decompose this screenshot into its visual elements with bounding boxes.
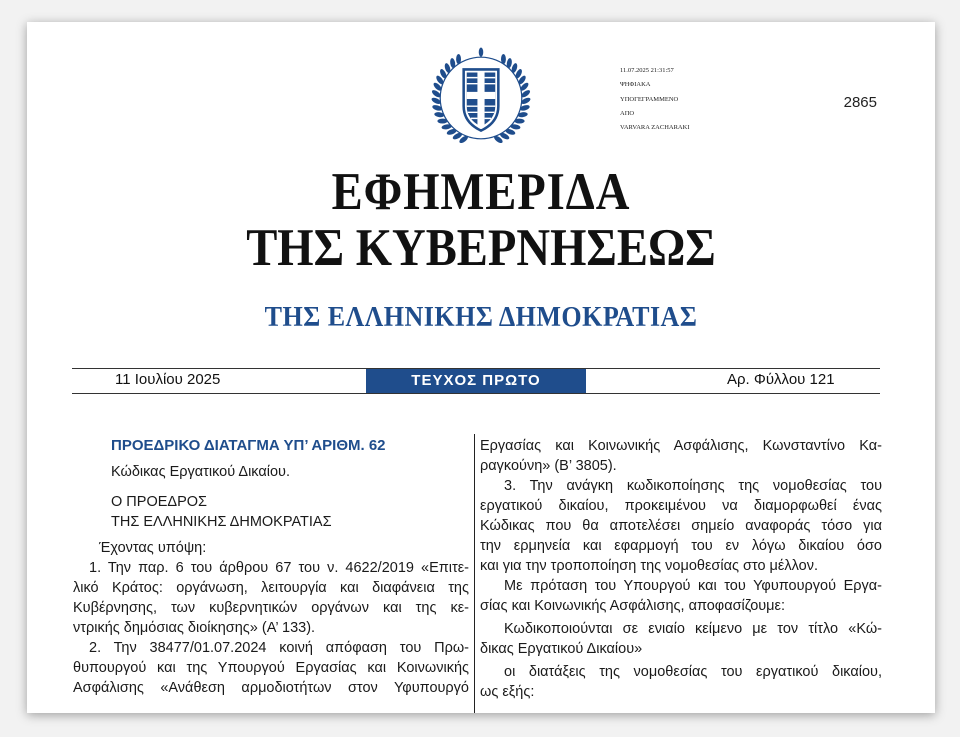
- text-line: Κώδικας που θα αποτελέσει σημείο αναφοράς τόσο για: [480, 518, 882, 534]
- left-column: [73, 436, 469, 698]
- text-line: ραγκούνη» (Β’ 3805).: [480, 458, 617, 474]
- issue-badge: ΤΕΥΧΟΣ ΠΡΩΤΟ: [366, 369, 586, 393]
- text-line: ως εξής:: [480, 684, 535, 700]
- text-line: εργατικού δικαίου, προκειμένου να διαμορφωθεί ένας: [480, 498, 882, 514]
- gazette-title-line-2: ΤΗΣ ΚΥΒΕΡΝΗΣΕΩΣ: [246, 219, 716, 277]
- text-line: 3. Την ανάγκη κωδικοποίησης της νομοθεσίας του: [504, 478, 882, 494]
- text-line: σίας και Κοινωνικής Ασφάλισης, αποφασίζουμε:: [480, 598, 786, 614]
- text-line: Κυβέρνησης, των κυβερνητικών οργάνων και της κε-: [73, 600, 469, 616]
- text-line: 1. Την παρ. 6 του άρθρου 67 του ν. 4622/2019 «Επιτε-: [89, 560, 469, 576]
- text-line: Ασφάλισης «Ανάθεση αρμοδιοτήτων στον Υφυπουργό: [73, 680, 469, 696]
- sheet-number: Αρ. Φύλλου 121: [727, 371, 835, 388]
- gazette-subtitle: ΤΗΣ ΕΛΛΗΝΙΚΗΣ ΔΗΜΟΚΡΑΤΙΑΣ: [264, 302, 698, 333]
- text-line: θυπουργού και της Υπουργού Εργασίας και Κοινωνικής: [73, 660, 469, 676]
- gazette-page: [27, 22, 935, 713]
- text-line: Με πρόταση του Υπουργού και του Υφυπουργού Εργα-: [504, 578, 882, 594]
- text-line: 2. Την 38477/01.07.2024 κοινή απόφαση του Πρω-: [89, 640, 469, 656]
- coat-of-arms-icon: [430, 47, 532, 149]
- text-line: οι διατάξεις της νομοθεσίας του εργατικού δικαίου,: [504, 664, 882, 680]
- signature-line: ΨΗΦΙΑΚΑ: [620, 81, 651, 89]
- column-divider: [474, 434, 475, 713]
- text-line: δικας Εργατικού Δικαίου»: [480, 641, 643, 657]
- page-number: 2865: [843, 94, 877, 111]
- bottom-rule: [72, 393, 880, 394]
- text-line: Έχοντας υπόψη:: [99, 540, 207, 556]
- decree-subject: Κώδικας Εργατικού Δικαίου.: [111, 464, 290, 480]
- president-line-2: ΤΗΣ ΕΛΛΗΝΙΚΗΣ ΔΗΜΟΚΡΑΤΙΑΣ: [111, 514, 332, 530]
- gazette-title-line-1: ΕΦΗΜΕΡΙΔΑ: [331, 163, 631, 221]
- text-line: και για την τροποποίηση της νομοθεσίας στο μέλλον.: [480, 558, 818, 574]
- text-line: Κωδικοποιούνται σε ενιαίο κείμενο με τον τίτλο «Κώ-: [504, 621, 882, 637]
- signature-line: ΥΠΟΓΕΓΡΑΜΜΕΝΟ: [620, 95, 679, 103]
- text-line: λικό Κράτος: οργάνωση, λειτουργία και διαφάνεια της: [73, 580, 469, 596]
- digital-signature: [620, 64, 690, 135]
- decree-title: ΠΡΟΕΔΡΙΚΟ ΔΙΑΤΑΓΜΑ ΥΠ’ ΑΡΙΘΜ. 62: [111, 437, 386, 454]
- signature-line: ΑΠΟ: [620, 109, 635, 117]
- right-column: [480, 436, 882, 702]
- signature-line: VARVARA ZACHARAKI: [620, 124, 690, 132]
- text-line: ντρικής δημόσιας διοίκησης» (Α’ 133).: [73, 620, 316, 636]
- president-line-1: Ο ΠΡΟΕΔΡΟΣ: [111, 494, 207, 510]
- text-line: την ερμηνεία και εφαρμογή του εν λόγω δικαίου όσο: [480, 538, 882, 554]
- issue-date: 11 Ιουλίου 2025: [115, 371, 221, 388]
- text-line: Εργασίας και Κοινωνικής Ασφάλισης, Κωνσταντίνο Κα-: [480, 438, 882, 454]
- signature-line: 11.07.2025 21:31:57: [620, 67, 674, 74]
